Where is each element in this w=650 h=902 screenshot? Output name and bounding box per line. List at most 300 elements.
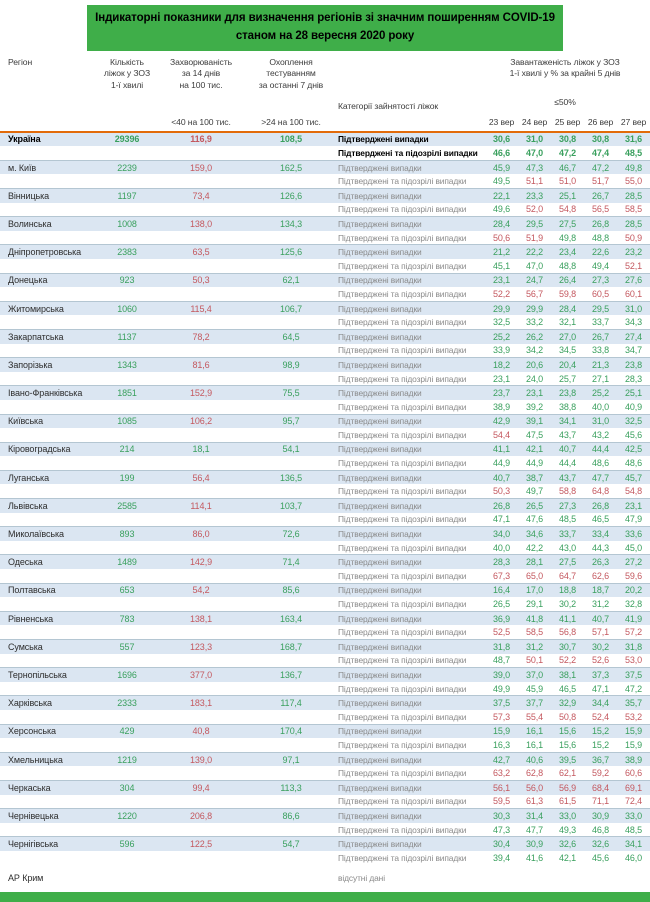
load-value: 37,5 xyxy=(492,698,511,709)
load-value: 51,9 xyxy=(525,232,544,243)
beds-value: 2333 xyxy=(117,698,137,709)
table-body xyxy=(0,131,650,902)
region-name: Київська xyxy=(8,416,43,427)
load-value: 30,2 xyxy=(591,641,610,652)
category-label-confirmed: Підтверджені випадки xyxy=(338,331,422,342)
region-block xyxy=(0,752,650,780)
load-value: 21,2 xyxy=(492,247,511,258)
load-value: 57,3 xyxy=(492,711,511,722)
region-row-suspected xyxy=(0,682,650,696)
load-value: 56,9 xyxy=(558,782,577,793)
table-header xyxy=(0,53,650,131)
load-value: 44,4 xyxy=(558,458,577,469)
load-value: 34,2 xyxy=(525,345,544,356)
region-row-confirmed xyxy=(0,640,650,654)
load-value: 47,9 xyxy=(624,514,643,525)
incidence-value: 63,5 xyxy=(192,247,210,258)
load-value: 23,1 xyxy=(492,373,511,384)
load-value: 43,7 xyxy=(558,429,577,440)
incidence-value: 106,2 xyxy=(189,416,213,427)
beds-value: 429 xyxy=(119,726,135,737)
incidence-value: 56,4 xyxy=(192,472,210,483)
load-value: 23,2 xyxy=(624,247,643,258)
load-value: 31,8 xyxy=(624,641,643,652)
load-value: 51,1 xyxy=(525,176,544,187)
load-value: 35,7 xyxy=(624,698,643,709)
region-row-confirmed xyxy=(0,696,650,710)
testing-value: 117,4 xyxy=(280,698,302,709)
load-value: 16,1 xyxy=(525,726,544,737)
load-value: 47,2 xyxy=(591,162,610,173)
load-value: 26,8 xyxy=(591,500,610,511)
load-value: 29,1 xyxy=(525,599,544,610)
region-row-suspected xyxy=(0,710,650,724)
load-value: 27,4 xyxy=(624,331,643,342)
region-row-suspected xyxy=(0,203,650,217)
load-value: 48,8 xyxy=(591,232,610,243)
load-value: 29,9 xyxy=(525,303,544,314)
category-label-suspected: Підтверджені та підозрілі випадки xyxy=(338,768,467,779)
load-value: 38,9 xyxy=(492,401,511,412)
load-value: 27,2 xyxy=(624,557,643,568)
load-value: 42,9 xyxy=(492,416,511,427)
load-value: 40,7 xyxy=(558,444,577,455)
category-label-confirmed: Підтверджені випадки xyxy=(338,472,422,483)
load-value: 38,1 xyxy=(558,669,577,680)
category-label-suspected: Підтверджені та підозрілі випадки xyxy=(338,542,467,553)
load-value: 50,8 xyxy=(558,711,577,722)
category-label-confirmed: Підтверджені випадки xyxy=(338,839,422,850)
region-block xyxy=(0,216,650,244)
region-block xyxy=(0,414,650,442)
load-value: 47,2 xyxy=(624,683,643,694)
load-value: 33,7 xyxy=(591,317,610,328)
region-row-suspected xyxy=(0,372,650,386)
category-label-suspected: Підтверджені та підозрілі випадки xyxy=(338,599,467,610)
region-block xyxy=(0,583,650,611)
load-value: 46,8 xyxy=(591,824,610,835)
load-value: 62,8 xyxy=(525,768,544,779)
beds-value: 2585 xyxy=(117,500,137,511)
testing-value: 86,6 xyxy=(282,810,300,821)
load-value: 38,7 xyxy=(525,472,544,483)
load-value: 27,5 xyxy=(558,218,577,229)
region-name: Чернігівська xyxy=(8,839,59,850)
load-value: 23,3 xyxy=(525,190,544,201)
load-value: 15,9 xyxy=(624,726,643,737)
region-row-suspected xyxy=(0,146,650,160)
load-value: 58,5 xyxy=(525,627,544,638)
load-value: 27,6 xyxy=(624,275,643,286)
beds-value: 1851 xyxy=(117,388,137,399)
region-name: Тернопільська xyxy=(8,669,67,680)
region-block xyxy=(0,329,650,357)
load-value: 64,8 xyxy=(591,486,610,497)
region-name: Україна xyxy=(8,134,41,145)
load-value: 48,5 xyxy=(624,824,643,835)
beds-value: 893 xyxy=(119,529,135,540)
category-label-suspected: Підтверджені та підозрілі випадки xyxy=(338,176,467,187)
load-value: 41,1 xyxy=(492,444,511,455)
testing-value: 71,4 xyxy=(282,557,300,568)
load-value: 46,7 xyxy=(558,162,577,173)
incidence-value: 138,1 xyxy=(189,613,213,624)
region-block xyxy=(0,301,650,329)
category-label-suspected: Підтверджені та підозрілі випадки xyxy=(338,824,467,835)
load-value: 32,5 xyxy=(492,317,511,328)
region-block xyxy=(0,273,650,301)
load-value: 56,7 xyxy=(525,288,544,299)
load-value: 47,2 xyxy=(558,148,577,159)
testing-value: 64,5 xyxy=(282,331,300,342)
category-label-suspected: Підтверджені та підозрілі випадки xyxy=(338,711,467,722)
category-label-confirmed: Підтверджені випадки xyxy=(338,669,422,680)
load-value: 60,1 xyxy=(624,288,643,299)
testing-value: 136,7 xyxy=(279,669,303,680)
load-value: 53,2 xyxy=(624,711,643,722)
load-value: 38,8 xyxy=(558,401,577,412)
beds-value: 1489 xyxy=(117,557,137,568)
region-name: Закарпатська xyxy=(8,331,64,342)
load-value: 40,0 xyxy=(591,401,610,412)
load-value: 28,1 xyxy=(525,557,544,568)
region-row-confirmed xyxy=(0,471,650,485)
category-label-confirmed: Підтверджені випадки xyxy=(338,613,422,624)
region-name: Черкаська xyxy=(8,782,51,793)
load-value: 32,5 xyxy=(624,416,643,427)
category-label-suspected: Підтверджені та підозрілі випадки xyxy=(338,852,467,863)
region-name: Донецька xyxy=(8,275,48,286)
header-th40-threshold: <40 на 100 тис. xyxy=(171,117,231,128)
category-label-suspected: Підтверджені та підозрілі випадки xyxy=(338,401,467,412)
region-block xyxy=(0,836,650,864)
region-row-suspected xyxy=(0,484,650,498)
header-region: Регіон xyxy=(8,56,33,67)
region-row-suspected xyxy=(0,625,650,639)
load-value: 51,7 xyxy=(591,176,610,187)
region-row-confirmed xyxy=(0,584,650,598)
load-value: 56,1 xyxy=(492,782,511,793)
incidence-value: 73,4 xyxy=(192,190,210,201)
testing-value: 95,7 xyxy=(282,416,300,427)
category-label-suspected: Підтверджені та підозрілі випадки xyxy=(338,514,467,525)
header-testing: Охоплення тестуванням за останні 7 днів xyxy=(258,56,324,90)
region-name: Сумська xyxy=(8,641,43,652)
category-label-confirmed: Підтверджені випадки xyxy=(338,782,422,793)
testing-value: 125,6 xyxy=(279,247,303,258)
category-label-confirmed: Підтверджені випадки xyxy=(338,416,422,427)
load-value: 33,7 xyxy=(558,529,577,540)
region-block xyxy=(0,442,650,470)
region-block xyxy=(0,133,650,160)
beds-value: 923 xyxy=(119,275,135,286)
incidence-value: 114,1 xyxy=(190,500,212,511)
region-block xyxy=(0,639,650,667)
region-row-confirmed xyxy=(0,302,650,316)
testing-value: 72,6 xyxy=(282,529,300,540)
category-label-suspected: Підтверджені та підозрілі випадки xyxy=(338,796,467,807)
region-row-confirmed xyxy=(0,725,650,739)
region-row-confirmed xyxy=(0,837,650,851)
region-block xyxy=(0,780,650,808)
load-value: 27,3 xyxy=(591,275,610,286)
region-name: Вінницька xyxy=(8,190,50,201)
load-value: 37,7 xyxy=(525,698,544,709)
region-row-suspected xyxy=(0,315,650,329)
region-row-confirmed xyxy=(0,274,650,288)
region-row-confirmed xyxy=(0,668,650,682)
region-row-confirmed xyxy=(0,161,650,175)
load-value: 60,5 xyxy=(591,288,610,299)
region-row-suspected xyxy=(0,795,650,809)
region-row-suspected xyxy=(0,456,650,470)
category-label-suspected: Підтверджені та підозрілі випадки xyxy=(338,429,467,440)
load-value: 23,1 xyxy=(525,388,544,399)
load-value: 47,6 xyxy=(525,514,544,525)
load-value: 39,4 xyxy=(492,852,511,863)
load-value: 28,3 xyxy=(624,373,643,384)
load-value: 52,2 xyxy=(558,655,577,666)
region-row-suspected xyxy=(0,400,650,414)
beds-value: 653 xyxy=(119,585,135,596)
load-value: 23,1 xyxy=(624,500,643,511)
load-value: 49,8 xyxy=(624,162,643,173)
load-value: 59,8 xyxy=(558,288,577,299)
beds-value: 1137 xyxy=(117,331,137,342)
load-value: 18,2 xyxy=(492,359,511,370)
category-label-confirmed: Підтверджені випадки xyxy=(338,585,422,596)
load-value: 46,5 xyxy=(591,514,610,525)
load-value: 44,9 xyxy=(525,458,544,469)
load-value: 23,8 xyxy=(624,359,643,370)
region-name: Хмельницька xyxy=(8,754,63,765)
category-label-suspected: Підтверджені та підозрілі випадки xyxy=(338,683,467,694)
load-value: 47,0 xyxy=(525,148,544,159)
load-value: 46,6 xyxy=(492,148,511,159)
load-value: 43,2 xyxy=(591,429,610,440)
load-value: 15,6 xyxy=(558,739,577,750)
load-value: 45,9 xyxy=(525,683,544,694)
region-block xyxy=(0,695,650,723)
bottom-green-bar xyxy=(0,892,650,902)
region-name: АР Крим xyxy=(8,872,44,883)
load-value: 31,2 xyxy=(591,599,610,610)
region-row-suspected xyxy=(0,738,650,752)
load-value: 15,2 xyxy=(591,726,610,737)
testing-value: 54,1 xyxy=(282,444,300,455)
load-value: 16,1 xyxy=(525,739,544,750)
date-header: 27 вер xyxy=(620,117,647,128)
load-value: 34,0 xyxy=(492,529,511,540)
load-value: 44,3 xyxy=(591,542,610,553)
region-row-suspected xyxy=(0,766,650,780)
beds-value: 1343 xyxy=(117,359,137,370)
load-value: 26,5 xyxy=(525,500,544,511)
category-label-confirmed: Підтверджені випадки xyxy=(338,810,422,821)
region-name: Кіровоградська xyxy=(8,444,71,455)
load-value: 31,8 xyxy=(492,641,511,652)
header-th24-threshold: >24 на 100 тис. xyxy=(261,117,321,128)
region-name: Дніпропетровська xyxy=(8,247,82,258)
load-value: 47,1 xyxy=(492,514,511,525)
load-value: 49,9 xyxy=(492,683,511,694)
region-row-suspected xyxy=(0,259,650,273)
region-row-confirmed xyxy=(0,499,650,513)
category-label-suspected: Підтверджені та підозрілі випадки xyxy=(338,570,467,581)
region-name: Івано-Франківська xyxy=(8,388,83,399)
region-row-confirmed xyxy=(0,386,650,400)
testing-value: 108,5 xyxy=(279,134,303,145)
load-value: 46,0 xyxy=(624,852,643,863)
region-row-suspected xyxy=(0,654,650,668)
no-data-row xyxy=(0,867,650,889)
region-row-confirmed xyxy=(0,809,650,823)
load-value: 47,3 xyxy=(525,162,544,173)
region-row-suspected xyxy=(0,344,650,358)
load-value: 26,3 xyxy=(591,557,610,568)
load-value: 47,3 xyxy=(492,824,511,835)
load-value: 32,6 xyxy=(558,839,577,850)
load-value: 41,6 xyxy=(525,852,544,863)
region-block xyxy=(0,470,650,498)
load-value: 20,4 xyxy=(558,359,577,370)
incidence-value: 40,8 xyxy=(192,726,210,737)
incidence-value: 139,0 xyxy=(189,754,213,765)
load-value: 27,5 xyxy=(558,557,577,568)
load-value: 20,2 xyxy=(624,585,643,596)
testing-value: 97,1 xyxy=(282,754,300,765)
region-name: Миколаївська xyxy=(8,529,64,540)
load-value: 40,9 xyxy=(624,401,643,412)
load-value: 33,0 xyxy=(624,810,643,821)
load-value: 45,6 xyxy=(591,852,610,863)
load-value: 71,1 xyxy=(591,796,610,807)
load-value: 37,0 xyxy=(525,669,544,680)
beds-value: 1008 xyxy=(117,218,137,229)
load-value: 34,5 xyxy=(558,345,577,356)
load-value: 40,0 xyxy=(492,542,511,553)
load-value: 28,5 xyxy=(624,218,643,229)
load-value: 59,2 xyxy=(591,768,610,779)
category-label-confirmed: Підтверджені випадки xyxy=(338,134,429,145)
load-value: 30,4 xyxy=(492,839,511,850)
testing-value: 62,1 xyxy=(282,275,300,286)
incidence-value: 183,1 xyxy=(189,698,213,709)
load-value: 30,3 xyxy=(492,810,511,821)
load-value: 52,1 xyxy=(624,260,643,271)
incidence-value: 78,2 xyxy=(192,331,210,342)
category-label-confirmed: Підтверджені випадки xyxy=(338,557,422,568)
load-value: 34,3 xyxy=(624,317,643,328)
load-value: 45,9 xyxy=(492,162,511,173)
load-value: 56,0 xyxy=(525,782,544,793)
beds-value: 557 xyxy=(119,641,135,652)
title-line-2: станом на 28 вересня 2020 року xyxy=(235,29,415,42)
category-label-confirmed: Підтверджені випадки xyxy=(338,359,422,370)
load-value: 20,6 xyxy=(525,359,544,370)
load-value: 48,8 xyxy=(558,260,577,271)
load-value: 41,1 xyxy=(558,613,577,624)
load-value: 28,3 xyxy=(492,557,511,568)
load-value: 15,9 xyxy=(624,739,643,750)
load-value: 64,7 xyxy=(558,570,577,581)
load-value: 59,5 xyxy=(492,796,511,807)
load-value: 38,9 xyxy=(624,754,643,765)
beds-value: 596 xyxy=(119,839,135,850)
region-row-confirmed xyxy=(0,415,650,429)
region-name: м. Київ xyxy=(8,162,37,173)
region-block xyxy=(0,188,650,216)
incidence-value: 86,0 xyxy=(192,529,210,540)
load-value: 48,5 xyxy=(624,148,643,159)
load-value: 49,8 xyxy=(558,232,577,243)
region-name: Львівська xyxy=(8,500,48,511)
region-name: Харківська xyxy=(8,698,52,709)
load-value: 32,8 xyxy=(624,599,643,610)
category-label-confirmed: Підтверджені випадки xyxy=(338,190,422,201)
load-value: 47,1 xyxy=(591,683,610,694)
incidence-value: 81,6 xyxy=(192,359,210,370)
testing-value: 163,4 xyxy=(279,613,303,624)
load-value: 27,0 xyxy=(558,331,577,342)
region-row-suspected xyxy=(0,287,650,301)
load-value: 54,8 xyxy=(558,204,577,215)
load-value: 54,8 xyxy=(624,486,643,497)
load-value: 33,6 xyxy=(624,529,643,540)
load-value: 34,1 xyxy=(624,839,643,850)
load-value: 46,5 xyxy=(558,683,577,694)
region-name: Чернівецька xyxy=(8,810,59,821)
load-value: 48,6 xyxy=(624,458,643,469)
load-value: 26,7 xyxy=(591,331,610,342)
load-value: 28,4 xyxy=(492,218,511,229)
region-row-confirmed xyxy=(0,443,650,457)
load-value: 18,7 xyxy=(591,585,610,596)
load-value: 37,5 xyxy=(624,669,643,680)
region-row-confirmed xyxy=(0,527,650,541)
load-value: 31,6 xyxy=(624,134,643,145)
category-label-confirmed: Підтверджені випадки xyxy=(338,275,422,286)
load-value: 47,4 xyxy=(591,148,610,159)
category-label-suspected: Підтверджені та підозрілі випадки xyxy=(338,288,467,299)
load-value: 58,8 xyxy=(558,486,577,497)
header-load: Завантаженість ліжок у ЗОЗ 1-ї хвилі у % за крайні 5 днів xyxy=(509,56,621,79)
load-value: 49,7 xyxy=(525,486,544,497)
load-value: 34,7 xyxy=(624,345,643,356)
load-value: 22,1 xyxy=(492,190,511,201)
load-value: 36,7 xyxy=(591,754,610,765)
region-name: Луганська xyxy=(8,472,49,483)
testing-value: 134,3 xyxy=(279,218,303,229)
beds-value: 2383 xyxy=(117,247,137,258)
category-label-suspected: Підтверджені та підозрілі випадки xyxy=(338,373,467,384)
load-value: 23,1 xyxy=(492,275,511,286)
load-value: 25,1 xyxy=(558,190,577,201)
incidence-value: 159,0 xyxy=(189,162,213,173)
load-value: 32,1 xyxy=(558,317,577,328)
load-value: 26,8 xyxy=(591,218,610,229)
testing-value: 168,7 xyxy=(279,641,303,652)
load-value: 47,7 xyxy=(591,472,610,483)
region-row-confirmed xyxy=(0,358,650,372)
load-value: 55,0 xyxy=(624,176,643,187)
testing-value: 162,5 xyxy=(279,162,303,173)
category-label-suspected: Підтверджені та підозрілі випадки xyxy=(338,627,467,638)
load-value: 36,9 xyxy=(492,613,511,624)
category-label-suspected: Підтверджені та підозрілі випадки xyxy=(338,345,467,356)
load-value: 15,9 xyxy=(492,726,511,737)
load-value: 52,0 xyxy=(525,204,544,215)
